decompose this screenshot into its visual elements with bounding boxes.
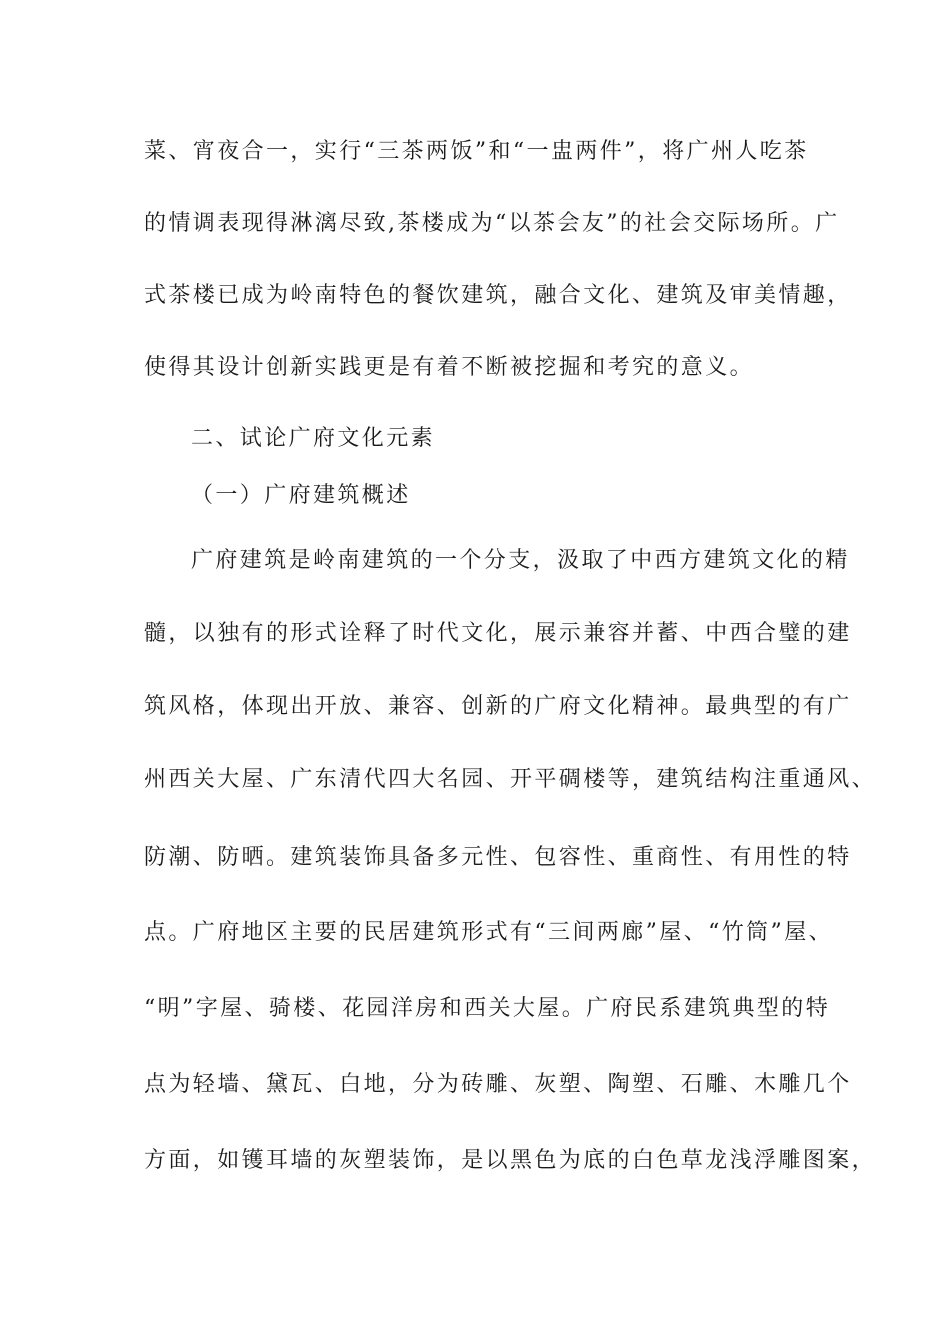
paragraph-2-line-7: “明”字屋、骑楼、花园洋房和西关大屋。广府民系建筑典型的特 [144,996,831,1021]
paragraph-1-line-4: 使得其设计创新实践更是有着不断被挖掘和考究的意义。 [144,355,755,380]
subsection-heading: （一）广府建筑概述 [191,483,411,508]
paragraph-2-line-4: 州西关大屋、广东清代四大名园、开平碉楼等，建筑结构注重通风、 [144,767,877,792]
paragraph-2-line-1: 广府建筑是岭南建筑的一个分支，汲取了中西方建筑文化的精 [191,548,850,573]
paragraph-2-line-8: 点为轻墙、黛瓦、白地，分为砖雕、灰塑、陶塑、石雕、木雕几个 [144,1072,852,1097]
paragraph-1-line-1: 菜、宵夜合一，实行“三茶两饭”和“一盅两件”，将广州人吃茶 [144,139,809,164]
paragraph-1-line-2: 的情调表现得淋漓尽致,茶楼成为“以茶会友”的社会交际场所。广 [144,211,840,236]
paragraph-2-line-6: 点。广府地区主要的民居建筑形式有“三间两廊”屋、“竹筒”屋、 [144,920,833,945]
paragraph-1-line-3: 式茶楼已成为岭南特色的餐饮建筑，融合文化、建筑及审美情趣， [144,283,852,308]
section-heading: 二、试论广府文化元素 [191,426,436,451]
paragraph-2-line-3: 筑风格，体现出开放、兼容、创新的广府文化精神。最典型的有广 [144,694,852,719]
paragraph-2-line-2: 髓，以独有的形式诠释了时代文化，展示兼容并蓄、中西合璧的建 [144,621,852,646]
paragraph-2-line-9: 方面，如镬耳墙的灰塑装饰，是以黑色为底的白色草龙浅浮雕图案， [144,1148,877,1173]
paragraph-2-line-5: 防潮、防晒。建筑装饰具备多元性、包容性、重商性、有用性的特 [144,845,852,870]
